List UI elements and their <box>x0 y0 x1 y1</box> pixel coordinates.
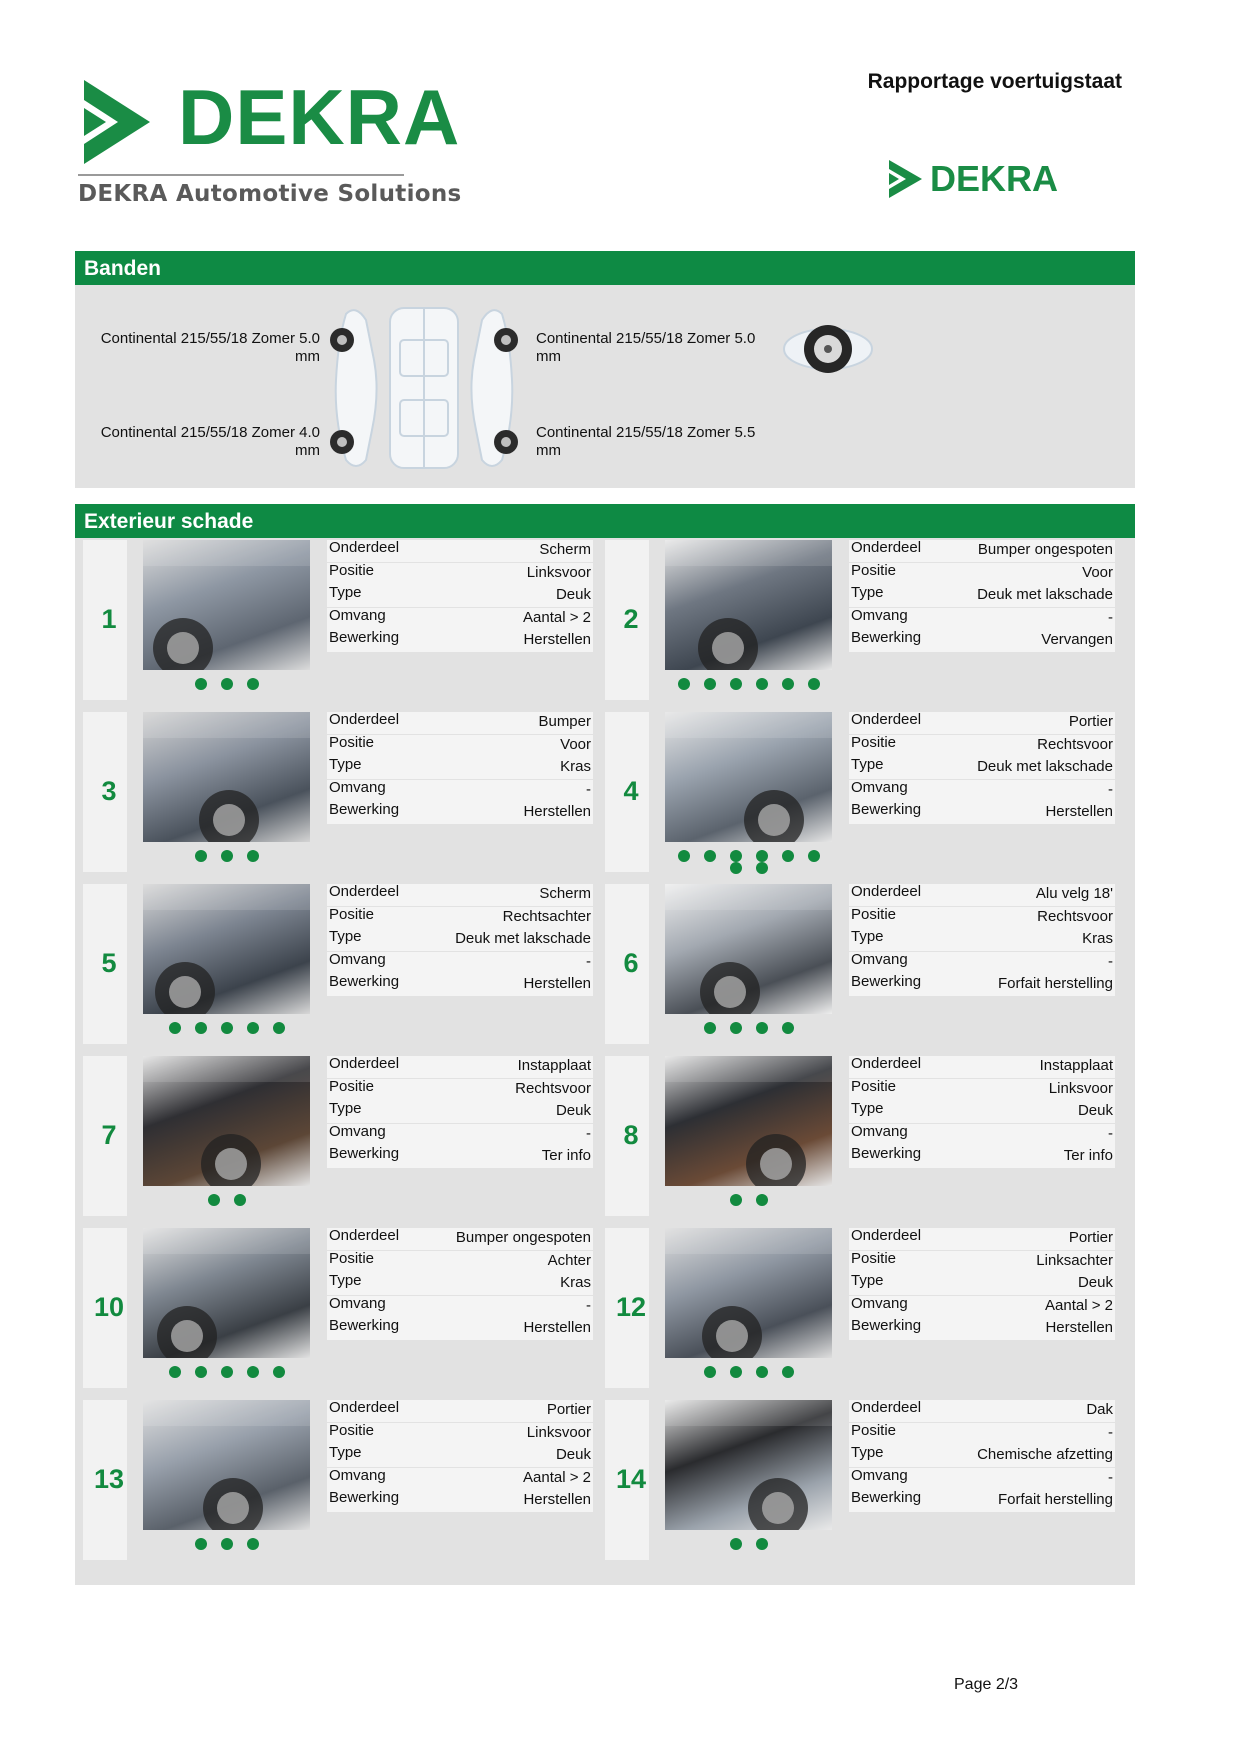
property-label: Onderdeel <box>329 1399 400 1416</box>
photo-dot[interactable] <box>221 1538 233 1550</box>
property-value: Aantal > 2 <box>1045 1296 1113 1314</box>
property-value: - <box>586 780 591 798</box>
property-value: Deuk <box>555 586 591 604</box>
property-value: Herstellen <box>523 1319 591 1337</box>
dekra-triangle-small-icon <box>886 158 926 200</box>
property-label: Bewerking <box>329 801 400 819</box>
property-value: Rechtsvoor <box>515 1079 591 1097</box>
property-row-action <box>849 802 1115 824</box>
rear-right-fender-photo[interactable] <box>143 884 310 1014</box>
damage-number: 3 <box>101 776 117 806</box>
logo-divider <box>78 174 404 176</box>
property-label: Omvang <box>329 950 386 968</box>
damage-properties <box>849 1056 1115 1169</box>
property-value: Herstellen <box>1045 1319 1113 1337</box>
photo-pagination <box>143 678 310 690</box>
property-value: Ter info <box>541 1147 591 1165</box>
property-row-position <box>327 1251 593 1273</box>
damage-number: 6 <box>623 948 639 978</box>
property-value: Ter info <box>1063 1147 1113 1165</box>
car-photo-placeholder-icon <box>665 712 832 842</box>
property-value: Deuk <box>555 1102 591 1120</box>
property-row-action <box>849 1318 1115 1340</box>
property-row-position <box>849 1079 1115 1101</box>
photo-dot[interactable] <box>704 678 716 690</box>
photo-dot[interactable] <box>808 850 820 862</box>
dekra-logo-small <box>886 158 1059 200</box>
damage-number-cell <box>605 1400 649 1560</box>
property-value: Bumper ongespoten <box>977 541 1113 558</box>
section-header-tyres: Banden <box>75 251 1135 285</box>
rear-left-door-photo[interactable] <box>665 1228 832 1358</box>
damage-properties <box>849 540 1115 653</box>
property-value: Kras <box>560 1274 591 1292</box>
property-value: Achter <box>547 1251 591 1269</box>
front-left-door-photo[interactable] <box>143 1400 310 1530</box>
damage-properties <box>327 1228 593 1341</box>
photo-pagination <box>665 850 832 874</box>
property-label: Positie <box>329 733 375 751</box>
property-label: Onderdeel <box>851 1399 922 1416</box>
photo-dot[interactable] <box>756 678 768 690</box>
photo-dot[interactable] <box>756 1538 768 1550</box>
photo-dot[interactable] <box>247 678 259 690</box>
damage-properties <box>849 1400 1115 1513</box>
property-label: Bewerking <box>329 1489 400 1507</box>
property-value: Bumper ongespoten <box>455 1229 591 1246</box>
property-row-action <box>849 974 1115 996</box>
damage-card <box>75 1228 597 1388</box>
property-value: Herstellen <box>523 631 591 649</box>
photo-pagination <box>665 1538 832 1550</box>
damage-number-cell <box>83 1228 127 1388</box>
front-left-fender-photo[interactable] <box>143 540 310 670</box>
property-row-position <box>327 563 593 585</box>
front-bumper-photo[interactable] <box>665 540 832 670</box>
photo-dot[interactable] <box>730 1538 742 1550</box>
property-label: Type <box>851 584 884 602</box>
photo-dot[interactable] <box>169 1366 181 1378</box>
photo-dot[interactable] <box>221 850 233 862</box>
property-label: Type <box>329 1272 362 1290</box>
photo-dot[interactable] <box>782 1366 794 1378</box>
photo-dot[interactable] <box>221 678 233 690</box>
property-label: Onderdeel <box>851 1227 922 1244</box>
property-label: Omvang <box>851 950 908 968</box>
property-row-action <box>327 1146 593 1168</box>
property-label: Bewerking <box>851 801 922 819</box>
photo-dot[interactable] <box>782 850 794 862</box>
property-value: - <box>586 952 591 970</box>
damage-number-cell <box>83 540 127 700</box>
property-value: Deuk met lakschade <box>977 586 1113 604</box>
photo-dot[interactable] <box>195 1022 207 1034</box>
property-row-action <box>327 630 593 652</box>
property-value: Rechtsachter <box>502 907 591 925</box>
property-value: Voor <box>1082 563 1113 581</box>
brand-subtitle: DEKRA Automotive Solutions <box>78 181 462 207</box>
property-row-position <box>327 1079 593 1101</box>
property-value: Linksvoor <box>526 1423 591 1441</box>
damage-properties <box>327 712 593 825</box>
photo-dot[interactable] <box>704 850 716 862</box>
car-photo-placeholder-icon <box>143 1056 310 1186</box>
car-top-view-icon <box>316 300 532 476</box>
property-value: Forfait herstelling <box>997 975 1113 993</box>
property-value: Linksachter <box>1036 1251 1113 1269</box>
property-row-action <box>327 1318 593 1340</box>
property-value: Portier <box>1068 713 1113 730</box>
photo-dot[interactable] <box>730 1366 742 1378</box>
roof-photo[interactable] <box>665 1400 832 1530</box>
property-row-action <box>327 1490 593 1512</box>
property-label: Type <box>851 1444 884 1462</box>
brand-name-small: DEKRA <box>930 158 1059 199</box>
photo-dot[interactable] <box>273 1022 285 1034</box>
property-row-position <box>849 1251 1115 1273</box>
property-label: Positie <box>329 1421 375 1439</box>
damage-card <box>597 884 1119 1044</box>
damage-number-cell <box>605 884 649 1044</box>
car-photo-placeholder-icon <box>143 1228 310 1358</box>
photo-dot[interactable] <box>195 678 207 690</box>
property-label: Positie <box>851 1421 897 1439</box>
property-value: Deuk <box>555 1446 591 1464</box>
property-label: Positie <box>329 1077 375 1095</box>
damage-number: 2 <box>623 604 639 634</box>
damage-card <box>597 1056 1119 1216</box>
damage-number-cell <box>83 884 127 1044</box>
photo-dot[interactable] <box>195 1366 207 1378</box>
car-photo-placeholder-icon <box>665 1228 832 1358</box>
property-label: Positie <box>851 733 897 751</box>
car-photo-placeholder-icon <box>665 1400 832 1530</box>
property-label: Omvang <box>851 1122 908 1140</box>
photo-dot[interactable] <box>247 850 259 862</box>
damage-number: 12 <box>615 1292 647 1322</box>
property-value: Vervangen <box>1041 631 1113 649</box>
property-value: Kras <box>1082 930 1113 948</box>
damage-card <box>75 712 597 872</box>
property-value: Deuk met lakschade <box>977 758 1113 776</box>
photo-dot[interactable] <box>730 678 742 690</box>
damage-properties <box>327 540 593 653</box>
property-label: Omvang <box>329 606 386 624</box>
photo-pagination <box>143 850 310 862</box>
property-value: Instapplaat <box>517 1057 591 1074</box>
photo-dot[interactable] <box>808 678 820 690</box>
property-label: Bewerking <box>851 1489 922 1507</box>
property-label: Positie <box>851 1249 897 1267</box>
property-label: Bewerking <box>851 1145 922 1163</box>
property-label: Type <box>329 584 362 602</box>
property-row-position <box>849 907 1115 929</box>
damage-number: 4 <box>623 776 639 806</box>
property-value: Herstellen <box>523 803 591 821</box>
property-label: Positie <box>851 561 897 579</box>
property-label: Omvang <box>851 778 908 796</box>
brand-name: DEKRA <box>178 73 461 161</box>
property-value: Scherm <box>539 885 591 902</box>
damage-number: 8 <box>623 1120 639 1150</box>
car-photo-placeholder-icon <box>143 1400 310 1530</box>
tyre-front-right: Continental 215/55/18 Zomer 5.0 mm <box>536 330 756 365</box>
photo-dot[interactable] <box>195 1538 207 1550</box>
photo-dot[interactable] <box>730 850 742 862</box>
photo-dot[interactable] <box>247 1366 259 1378</box>
damage-number-cell <box>83 1056 127 1216</box>
property-label: Omvang <box>851 606 908 624</box>
photo-dot[interactable] <box>730 862 742 874</box>
section-header-exterior: Exterieur schade <box>75 504 1135 538</box>
property-value: Linksvoor <box>1048 1079 1113 1097</box>
car-photo-placeholder-icon <box>665 540 832 670</box>
property-label: Onderdeel <box>851 883 922 900</box>
property-label: Positie <box>329 1249 375 1267</box>
property-label: Bewerking <box>329 629 400 647</box>
damage-number: 13 <box>93 1464 125 1494</box>
property-label: Onderdeel <box>851 539 922 556</box>
property-label: Type <box>851 1100 884 1118</box>
property-value: - <box>1108 608 1113 626</box>
report-title: Rapportage voertuigstaat <box>867 70 1122 93</box>
property-label: Onderdeel <box>851 711 922 728</box>
property-row-action <box>849 630 1115 652</box>
photo-dot[interactable] <box>730 1022 742 1034</box>
property-label: Type <box>851 1272 884 1290</box>
damage-card <box>597 540 1119 700</box>
property-value: Herstellen <box>523 975 591 993</box>
property-row-action <box>849 1146 1115 1168</box>
front-right-door-photo[interactable] <box>665 712 832 842</box>
property-label: Omvang <box>851 1294 908 1312</box>
tyre-front-left: Continental 215/55/18 Zomer 5.0 mm <box>100 330 320 365</box>
photo-dot[interactable] <box>756 1366 768 1378</box>
property-label: Type <box>329 1100 362 1118</box>
property-value: Portier <box>1068 1229 1113 1246</box>
property-label: Type <box>329 1444 362 1462</box>
property-value: Chemische afzetting <box>977 1446 1113 1464</box>
property-label: Omvang <box>329 1466 386 1484</box>
car-photo-placeholder-icon <box>665 884 832 1014</box>
photo-dot[interactable] <box>234 1194 246 1206</box>
property-value: - <box>586 1124 591 1142</box>
photo-dot[interactable] <box>756 1194 768 1206</box>
property-label: Bewerking <box>851 629 922 647</box>
property-value: Instapplaat <box>1039 1057 1113 1074</box>
property-value: - <box>1108 1468 1113 1486</box>
property-value: Herstellen <box>523 1491 591 1509</box>
photo-dot[interactable] <box>756 850 768 862</box>
damage-card <box>597 1400 1119 1560</box>
photo-pagination <box>665 1366 832 1378</box>
property-label: Onderdeel <box>329 883 400 900</box>
property-value: Deuk met lakschade <box>455 930 591 948</box>
photo-pagination <box>143 1022 310 1034</box>
property-label: Omvang <box>329 778 386 796</box>
damage-card <box>597 712 1119 872</box>
damage-card <box>75 1056 597 1216</box>
photo-dot[interactable] <box>704 1022 716 1034</box>
photo-dot[interactable] <box>169 1022 181 1034</box>
property-label: Omvang <box>851 1466 908 1484</box>
damage-card <box>597 1228 1119 1388</box>
photo-dot[interactable] <box>782 1022 794 1034</box>
photo-pagination <box>143 1366 310 1378</box>
property-label: Bewerking <box>329 1145 400 1163</box>
property-value: Aantal > 2 <box>523 1468 591 1486</box>
property-label: Type <box>851 756 884 774</box>
property-row-action <box>327 974 593 996</box>
damage-number: 10 <box>93 1292 125 1322</box>
damage-properties <box>327 884 593 997</box>
property-label: Type <box>851 928 884 946</box>
property-value: Linksvoor <box>526 563 591 581</box>
dekra-logo <box>78 70 462 210</box>
car-photo-placeholder-icon <box>143 540 310 670</box>
property-row-position <box>327 1423 593 1445</box>
property-value: Dak <box>1086 1401 1113 1418</box>
photo-pagination <box>143 1194 310 1206</box>
front-bumper-headlight-photo[interactable] <box>143 712 310 842</box>
car-photo-placeholder-icon <box>665 1056 832 1186</box>
property-value: Portier <box>546 1401 591 1418</box>
property-value: Deuk <box>1077 1102 1113 1120</box>
property-label: Omvang <box>329 1122 386 1140</box>
alloy-wheel-photo[interactable] <box>665 884 832 1014</box>
property-label: Type <box>329 928 362 946</box>
property-value: - <box>1108 952 1113 970</box>
photo-dot[interactable] <box>678 850 690 862</box>
property-value: Deuk <box>1077 1274 1113 1292</box>
photo-dot[interactable] <box>221 1022 233 1034</box>
damage-number-cell <box>83 1400 127 1560</box>
property-label: Onderdeel <box>329 711 400 728</box>
damage-number-cell <box>83 712 127 872</box>
damage-number-cell <box>605 1228 649 1388</box>
car-photo-placeholder-icon <box>143 712 310 842</box>
property-value: Voor <box>560 735 591 753</box>
property-value: Kras <box>560 758 591 776</box>
property-value: - <box>586 1296 591 1314</box>
property-value: Scherm <box>539 541 591 558</box>
photo-dot[interactable] <box>730 1194 742 1206</box>
photo-dot[interactable] <box>756 862 768 874</box>
property-value: Aantal > 2 <box>523 608 591 626</box>
damage-properties <box>849 1228 1115 1341</box>
property-label: Positie <box>851 1077 897 1095</box>
property-label: Positie <box>329 905 375 923</box>
photo-dot[interactable] <box>273 1366 285 1378</box>
damage-properties <box>849 884 1115 997</box>
property-label: Omvang <box>329 1294 386 1312</box>
damage-properties <box>327 1056 593 1169</box>
photo-dot[interactable] <box>678 678 690 690</box>
tyre-rear-left: Continental 215/55/18 Zomer 4.0 mm <box>100 424 320 459</box>
damage-properties <box>849 712 1115 825</box>
property-value: Herstellen <box>1045 803 1113 821</box>
tyre-rear-right: Continental 215/55/18 Zomer 5.5 mm <box>536 424 756 459</box>
photo-dot[interactable] <box>782 678 794 690</box>
photo-dot[interactable] <box>195 850 207 862</box>
photo-pagination <box>665 678 832 690</box>
photo-dot[interactable] <box>247 1022 259 1034</box>
property-value: Alu velg 18' <box>1035 885 1113 902</box>
photo-pagination <box>143 1538 310 1550</box>
property-value: Rechtsvoor <box>1037 735 1113 753</box>
damage-number-cell <box>605 1056 649 1216</box>
damage-number: 14 <box>615 1464 647 1494</box>
property-label: Type <box>329 756 362 774</box>
dekra-triangle-icon <box>78 74 158 170</box>
property-row-position <box>327 735 593 757</box>
property-label: Bewerking <box>329 1317 400 1335</box>
damage-number: 5 <box>101 948 117 978</box>
photo-pagination <box>665 1022 832 1034</box>
property-label: Onderdeel <box>329 1055 400 1072</box>
photo-dot[interactable] <box>756 1022 768 1034</box>
property-label: Bewerking <box>851 973 922 991</box>
photo-dot[interactable] <box>247 1538 259 1550</box>
property-value: Forfait herstelling <box>997 1491 1113 1509</box>
damage-card <box>75 1400 597 1560</box>
photo-dot[interactable] <box>208 1194 220 1206</box>
door-sill-left-photo[interactable] <box>665 1056 832 1186</box>
damage-card <box>75 540 597 700</box>
damage-number-cell <box>605 712 649 872</box>
page-number: Page 2/3 <box>954 1676 1019 1693</box>
rear-bumper-photo[interactable] <box>143 1228 310 1358</box>
damage-number-cell <box>605 540 649 700</box>
property-label: Positie <box>851 905 897 923</box>
damage-number: 7 <box>101 1120 117 1150</box>
property-label: Onderdeel <box>329 1227 400 1244</box>
photo-pagination <box>665 1194 832 1206</box>
property-label: Bewerking <box>329 973 400 991</box>
property-label: Bewerking <box>851 1317 922 1335</box>
door-sill-right-photo[interactable] <box>143 1056 310 1186</box>
property-value: - <box>1108 1423 1113 1441</box>
property-value: Bumper <box>538 713 591 730</box>
photo-dot[interactable] <box>704 1366 716 1378</box>
spare-wheel-icon <box>780 318 876 380</box>
property-label: Onderdeel <box>851 1055 922 1072</box>
property-value: Rechtsvoor <box>1037 907 1113 925</box>
car-photo-placeholder-icon <box>143 884 310 1014</box>
damage-card <box>75 884 597 1044</box>
photo-dot[interactable] <box>221 1366 233 1378</box>
property-row-action <box>327 802 593 824</box>
property-label: Positie <box>329 561 375 579</box>
damage-number: 1 <box>101 604 117 634</box>
property-label: Onderdeel <box>329 539 400 556</box>
damage-properties <box>327 1400 593 1513</box>
property-row-action <box>849 1490 1115 1512</box>
property-value: - <box>1108 780 1113 798</box>
property-value: - <box>1108 1124 1113 1142</box>
